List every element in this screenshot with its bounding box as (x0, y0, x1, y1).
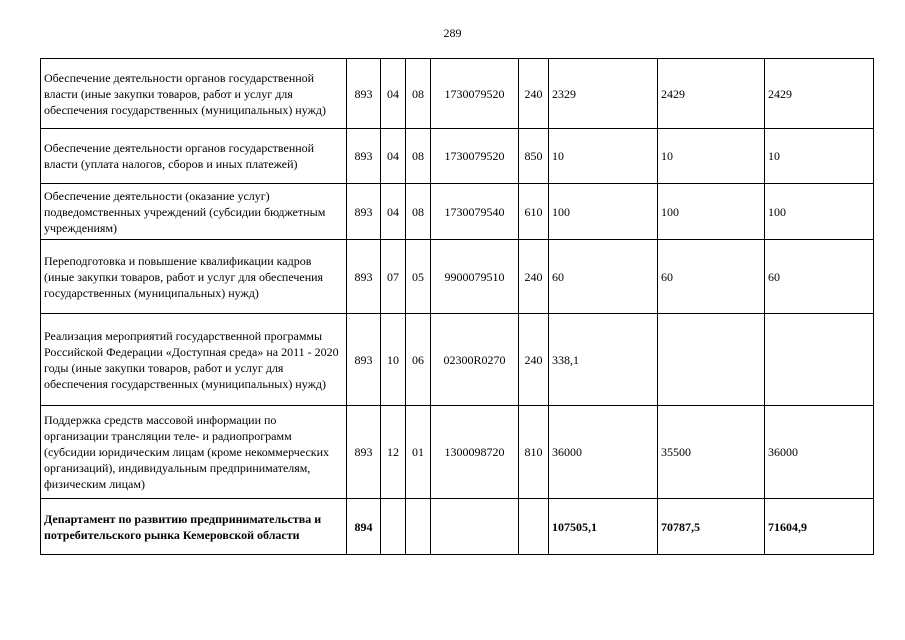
expense-type-code: 240 (519, 314, 549, 406)
amount-year-3: 36000 (765, 406, 874, 499)
target-article-code: 1730079520 (431, 129, 519, 184)
amount-year-3: 10 (765, 129, 874, 184)
target-article-code: 1300098720 (431, 406, 519, 499)
target-article-code: 9900079510 (431, 240, 519, 314)
ministry-code: 893 (347, 129, 381, 184)
expense-name: Переподготовка и повышение квалификации кадров (иные закупки товаров, работ и услуг для обеспечения государственных (муниципальных) нужд) (41, 240, 347, 314)
ministry-code: 893 (347, 314, 381, 406)
expense-type-code: 850 (519, 129, 549, 184)
section-code (381, 499, 406, 555)
subsection-code: 05 (406, 240, 431, 314)
expense-type-code: 610 (519, 184, 549, 240)
amount-year-2: 2429 (658, 59, 765, 129)
amount-year-2: 10 (658, 129, 765, 184)
amount-year-1: 2329 (549, 59, 658, 129)
section-code: 12 (381, 406, 406, 499)
table-row (41, 406, 874, 499)
expense-type-code: 810 (519, 406, 549, 499)
section-code: 04 (381, 59, 406, 129)
ministry-code: 894 (347, 499, 381, 555)
section-code: 07 (381, 240, 406, 314)
amount-year-1: 107505,1 (549, 499, 658, 555)
amount-year-1: 100 (549, 184, 658, 240)
department-total-row (41, 499, 874, 555)
ministry-code: 893 (347, 59, 381, 129)
target-article-code: 02300R0270 (431, 314, 519, 406)
subsection-code: 01 (406, 406, 431, 499)
expense-name: Поддержка средств массовой информации по организации трансляции теле- и радиопрограмм (субсидии юридическим лицам (кроме некоммерческих организаций), индивидуальным предпринимателям, физическим лицам) (41, 406, 347, 499)
target-article-code (431, 499, 519, 555)
expense-name: Обеспечение деятельности органов государственной власти (иные закупки товаров, работ и услуг для обеспечения государственных (муниципальных) нужд) (41, 59, 347, 129)
expense-type-code: 240 (519, 59, 549, 129)
amount-year-1: 36000 (549, 406, 658, 499)
amount-year-3: 2429 (765, 59, 874, 129)
ministry-code: 893 (347, 240, 381, 314)
page-number: 289 (443, 26, 462, 40)
amount-year-1: 338,1 (549, 314, 658, 406)
amount-year-3: 71604,9 (765, 499, 874, 555)
expense-name: Реализация мероприятий государственной программы Российской Федерации «Доступная среда» на 2011 - 2020 годы (иные закупки товаров, работ и услуг для обеспечения государственных (муниципальных) нужд) (41, 314, 347, 406)
amount-year-2: 100 (658, 184, 765, 240)
target-article-code: 1730079540 (431, 184, 519, 240)
ministry-code: 893 (347, 184, 381, 240)
amount-year-3: 60 (765, 240, 874, 314)
budget-table (40, 58, 874, 555)
expense-name: Обеспечение деятельности органов государственной власти (уплата налогов, сборов и иных платежей) (41, 129, 347, 184)
target-article-code: 1730079520 (431, 59, 519, 129)
amount-year-3: 100 (765, 184, 874, 240)
subsection-code (406, 499, 431, 555)
section-code: 10 (381, 314, 406, 406)
amount-year-3 (765, 314, 874, 406)
table-row (41, 129, 874, 184)
subsection-code: 08 (406, 129, 431, 184)
amount-year-1: 10 (549, 129, 658, 184)
ministry-code: 893 (347, 406, 381, 499)
amount-year-2: 60 (658, 240, 765, 314)
section-code: 04 (381, 129, 406, 184)
table-row (41, 59, 874, 129)
amount-year-2 (658, 314, 765, 406)
amount-year-2: 35500 (658, 406, 765, 499)
expense-type-code (519, 499, 549, 555)
table-row (41, 314, 874, 406)
amount-year-1: 60 (549, 240, 658, 314)
section-code: 04 (381, 184, 406, 240)
amount-year-2: 70787,5 (658, 499, 765, 555)
expense-name: Обеспечение деятельности (оказание услуг) подведомственных учреждений (субсидии бюджетным учреждениям) (41, 184, 347, 240)
subsection-code: 08 (406, 184, 431, 240)
department-name: Департамент по развитию предпринимательства и потребительского рынка Кемеровской области (41, 499, 347, 555)
table-row (41, 240, 874, 314)
expense-type-code: 240 (519, 240, 549, 314)
subsection-code: 06 (406, 314, 431, 406)
subsection-code: 08 (406, 59, 431, 129)
table-row (41, 184, 874, 240)
